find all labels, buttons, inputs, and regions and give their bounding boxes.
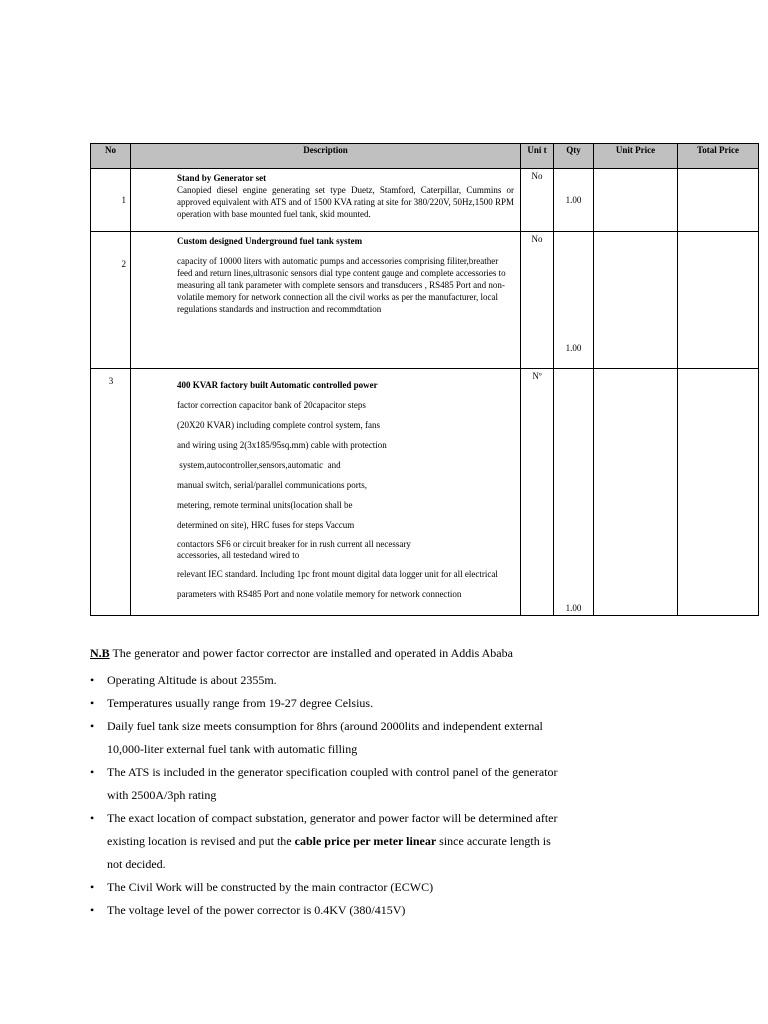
item-body: Canopied diesel engine generating set type Duetz, Stamford, Caterpillar, Cummins or approved equivalent with ATS and of 1500 KVA rating at site for 380/220V, 50Hz,1500 RPM operation with base mounted fuel tank, skid mounted.: [177, 185, 514, 219]
list-item: [90, 899, 560, 922]
list-item: [90, 876, 560, 899]
row-number: 1: [91, 169, 131, 232]
header-no: No: [91, 144, 131, 169]
note-text: Operating Altitude is about 2355m.: [107, 673, 277, 687]
item-line: factor correction capacitor bank of 20capacitor steps: [177, 400, 366, 410]
row-unit-price: [594, 232, 678, 369]
bullet-icon: •: [90, 903, 95, 917]
bullet-icon: •: [90, 696, 95, 710]
item-line: manual switch, serial/parallel communications ports,: [177, 480, 367, 490]
note-text: The voltage level of the power corrector is 0.4KV (380/415V): [107, 903, 406, 917]
item-line: relevant IEC standard. Including 1pc front mount digital data logger unit for all electrical: [177, 569, 498, 579]
item-line: and wiring using 2(3x185/95sq.mm) cable with protection: [177, 440, 387, 450]
row-unit: No: [521, 169, 554, 232]
bullet-icon: •: [90, 719, 95, 733]
row-description: [131, 369, 521, 616]
header-description: Description: [131, 144, 521, 169]
note-text: Daily fuel tank size meets consumption for 8hrs (around 2000lits and independent external 10,000-liter external fuel tank with automatic filling: [107, 719, 543, 756]
row-unit: Nº: [521, 369, 554, 616]
bullet-icon: •: [90, 673, 95, 687]
header-unit-price: Unit Price: [594, 144, 678, 169]
nb-text: The generator and power factor corrector are installed and operated in Addis Ababa: [109, 646, 513, 660]
note-text-after: since accurate length is not decided.: [107, 834, 551, 871]
bullet-icon: •: [90, 811, 95, 825]
row-unit-price: [594, 369, 678, 616]
table-row: [91, 169, 759, 232]
item-title: Stand by Generator set: [177, 173, 267, 183]
notes-section: [90, 642, 560, 922]
header-unit: Uni t: [521, 144, 554, 169]
table-row: [91, 369, 759, 616]
table-row: [91, 232, 759, 369]
row-number: 3: [91, 369, 131, 616]
row-total-price: [678, 169, 759, 232]
note-text: The Civil Work will be constructed by the main contractor (ECWC): [107, 880, 434, 894]
row-unit-price: [594, 169, 678, 232]
list-item: [90, 807, 560, 876]
row-qty: 1.00: [554, 369, 594, 616]
notes-list: [90, 669, 560, 922]
item-line: system,autocontroller,sensors,automatic and: [177, 460, 341, 470]
row-total-price: [678, 369, 759, 616]
row-qty: 1.00: [554, 232, 594, 369]
nb-paragraph: [90, 642, 560, 665]
list-item: [90, 761, 560, 807]
row-total-price: [678, 232, 759, 369]
note-text: The ATS is included in the generator specification coupled with control panel of the generator with 2500A/3ph rating: [107, 765, 558, 802]
nb-label: N.B: [90, 646, 110, 660]
table-header-row: [91, 144, 759, 169]
row-unit: No: [521, 232, 554, 369]
item-body: capacity of 10000 liters with automatic pumps and accessories comprising filiter,breather feed and return lines,ultrasonic sensors dial type content gauge and complete accessories to measuring all tank parameter with complete sensors and transducers , RS485 Port and non-volatile memory for network connection all the civil works as per the manufacturer, local regulations standards and instruction and recommdtation: [177, 256, 506, 314]
item-title: Custom designed Underground fuel tank system: [177, 236, 363, 246]
item-line: determined on site), HRC fuses for steps Vaccum: [177, 520, 355, 530]
bullet-icon: •: [90, 880, 95, 894]
item-title: 400 KVAR factory built Automatic controlled power: [177, 380, 378, 390]
item-line: (20X20 KVAR) including complete control system, fans: [177, 420, 381, 430]
bill-of-quantities-table: [90, 143, 759, 616]
row-qty: 1.00: [554, 169, 594, 232]
row-number: 2: [91, 232, 131, 369]
list-item: [90, 669, 560, 692]
note-text-bold: cable price per meter linear: [294, 834, 437, 848]
note-text: Temperatures usually range from 19-27 degree Celsius.: [107, 696, 374, 710]
row-description: [131, 169, 521, 232]
list-item: [90, 692, 560, 715]
item-line: metering, remote terminal units(location shall be: [177, 500, 353, 510]
note-text-before: The exact location of compact substation, generator and power factor will be determined after existing location is revised and put the: [107, 811, 558, 848]
item-line: parameters with RS485 Port and none volatile memory for network connection: [177, 589, 462, 599]
item-line: contactors SF6 or circuit breaker for in rush current all necessary accessories, all testedand wired to: [177, 539, 411, 560]
list-item: [90, 715, 560, 761]
header-qty: Qty: [554, 144, 594, 169]
bullet-icon: •: [90, 765, 95, 779]
row-description: [131, 232, 521, 369]
header-total-price: Total Price: [678, 144, 759, 169]
